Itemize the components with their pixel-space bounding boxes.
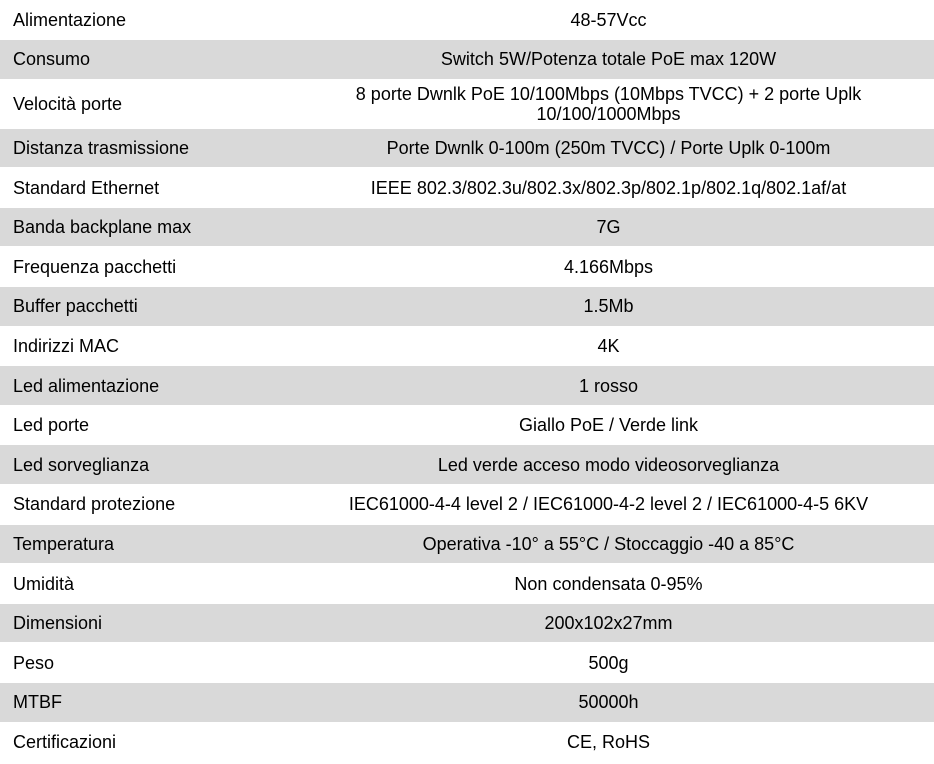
spec-row-velocita-porte (0, 79, 934, 128)
spec-value: 4.166Mbps (283, 247, 934, 287)
spec-value: 1.5Mb (283, 287, 934, 327)
spec-value: 500g (283, 643, 934, 683)
spec-label: Distanza trasmissione (0, 128, 283, 168)
spec-label: Alimentazione (0, 0, 283, 40)
spec-row-standard-ethernet (0, 168, 934, 208)
spec-row-indirizzi-mac (0, 326, 934, 366)
spec-label: Led porte (0, 405, 283, 445)
spec-row-buffer-pacchetti (0, 287, 934, 327)
spec-value: Switch 5W/Potenza totale PoE max 120W (283, 40, 934, 80)
spec-label: Buffer pacchetti (0, 287, 283, 327)
spec-value: 7G (283, 207, 934, 247)
spec-row-dimensioni (0, 603, 934, 643)
spec-label: Indirizzi MAC (0, 326, 283, 366)
spec-label: Velocità porte (0, 79, 283, 128)
spec-value: 50000h (283, 683, 934, 723)
spec-label: Certificazioni (0, 722, 283, 762)
spec-value: Operativa -10° a 55°C / Stoccaggio -40 a 85°C (283, 524, 934, 564)
spec-row-led-porte (0, 405, 934, 445)
spec-row-consumo (0, 40, 934, 80)
spec-label: MTBF (0, 683, 283, 723)
spec-value: CE, RoHS (283, 722, 934, 762)
spec-row-mtbf (0, 683, 934, 723)
spec-row-peso (0, 643, 934, 683)
spec-label: Led sorveglianza (0, 445, 283, 485)
spec-label: Umidità (0, 564, 283, 604)
spec-value: 200x102x27mm (283, 603, 934, 643)
spec-value: Giallo PoE / Verde link (283, 405, 934, 445)
spec-row-certificazioni (0, 722, 934, 762)
spec-row-temperatura (0, 524, 934, 564)
spec-value: 4K (283, 326, 934, 366)
spec-value: IEEE 802.3/802.3u/802.3x/802.3p/802.1p/802.1q/802.1af/at (283, 168, 934, 208)
spec-value: 1 rosso (283, 366, 934, 406)
spec-label: Standard Ethernet (0, 168, 283, 208)
spec-value: 8 porte Dwnlk PoE 10/100Mbps (10Mbps TVCC) + 2 porte Uplk 10/100/1000Mbps (283, 79, 934, 128)
spec-label: Led alimentazione (0, 366, 283, 406)
spec-row-banda-backplane (0, 207, 934, 247)
spec-label: Standard protezione (0, 485, 283, 525)
spec-row-alimentazione (0, 0, 934, 40)
spec-value: IEC61000-4-4 level 2 / IEC61000-4-2 level 2 / IEC61000-4-5 6KV (283, 485, 934, 525)
spec-row-distanza-trasmissione (0, 128, 934, 168)
spec-value: Led verde acceso modo videosorveglianza (283, 445, 934, 485)
spec-row-led-sorveglianza (0, 445, 934, 485)
spec-row-frequenza-pacchetti (0, 247, 934, 287)
spec-label: Temperatura (0, 524, 283, 564)
spec-label: Peso (0, 643, 283, 683)
spec-value: 48-57Vcc (283, 0, 934, 40)
spec-row-led-alimentazione (0, 366, 934, 406)
spec-label: Frequenza pacchetti (0, 247, 283, 287)
spec-label: Dimensioni (0, 603, 283, 643)
spec-label: Consumo (0, 40, 283, 80)
spec-value: Porte Dwnlk 0-100m (250m TVCC) / Porte Uplk 0-100m (283, 128, 934, 168)
spec-value: Non condensata 0-95% (283, 564, 934, 604)
spec-row-standard-protezione (0, 485, 934, 525)
spec-row-umidita (0, 564, 934, 604)
spec-label: Banda backplane max (0, 207, 283, 247)
